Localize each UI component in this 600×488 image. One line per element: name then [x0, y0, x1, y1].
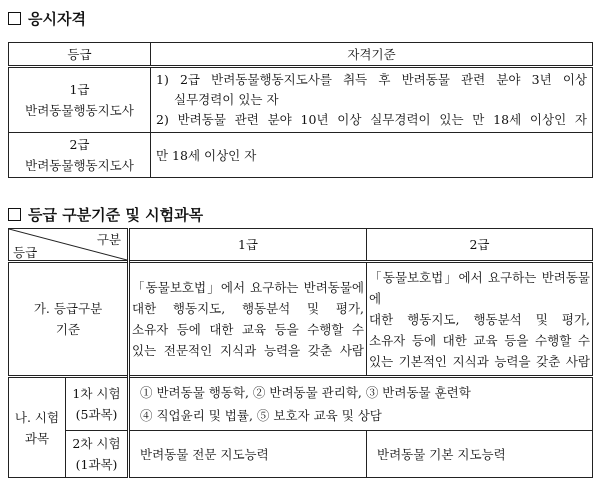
checkbox-square-icon: [8, 12, 21, 25]
grade1-criteria-line3: 2) 반려동물 관련 분야 10년 이상 실무경력이 있는 만 18세 이상인 자: [156, 112, 587, 127]
corner-label-category: 구분: [96, 232, 121, 247]
exam1-label-cell: [66, 377, 129, 431]
section2-title: 등급 구분기준 및 시험과목: [28, 206, 204, 224]
exam1-subjects-line1: ① 반려동물 행동학, ② 반려동물 관리학, ③ 반려동물 훈련학: [140, 385, 471, 400]
col-header-grade2: 2급: [367, 229, 593, 262]
row-ga-label-cell: [9, 262, 129, 377]
grade1-criteria-line1: 1) 2급 반려동물행동지도사를 취득 후 반려동물 관련 분야 3년 이상: [156, 72, 587, 87]
grade1-criteria-line2: 실무경력이 있는 자: [174, 92, 279, 107]
corner-label-grade: 등급: [13, 245, 38, 260]
row-na-label-line2: 과목: [24, 430, 50, 446]
exam1-label-line1: 1차 시험: [72, 386, 121, 401]
grade1-criteria-cell: [151, 67, 593, 133]
grade2-name: 반려동물행동지도사: [25, 158, 134, 173]
grade2-criteria-cell: [151, 133, 593, 178]
ga-grade1-line4: 있는 전문적인 지식과 능력을 갖춘 사람: [132, 343, 364, 358]
ga-grade2-line3: 소유자 등에 대한 교육 등을 수행할 수: [369, 332, 590, 348]
section1-title: 응시자격: [28, 10, 86, 28]
ga-grade2-line4: 있는 기본적인 지식과 능력을 갖춘 사람: [369, 353, 590, 369]
grade-criteria-table: [8, 228, 593, 478]
row-ga-criteria: [9, 262, 593, 377]
ga-grade2-cell: [367, 262, 593, 377]
grade2-number: 2급: [69, 137, 90, 152]
qualification-header-row: [9, 43, 593, 67]
exam1-label-line2: (5과목): [75, 407, 118, 422]
ga-grade1-line3: 소유자 등에 대한 교육 등을 수행할 수: [132, 322, 364, 337]
exam2-label-line1: 2차 시험: [72, 436, 121, 451]
qualification-row-grade1: [9, 67, 593, 133]
col-header-grade1: 1급: [129, 229, 367, 262]
exam2-grade2-text: 반려동물 기본 지도능력: [377, 446, 506, 462]
row-ga-label-line2: 기준: [55, 322, 81, 337]
qualification-table: [8, 42, 593, 178]
exam1-subjects-cell: [129, 377, 593, 431]
grade1-number: 1급: [69, 82, 90, 97]
grade1-name: 반려동물행동지도사: [25, 103, 134, 118]
exam2-label-cell: [66, 431, 129, 478]
corner-header-cell: [9, 229, 129, 262]
row-na-exam2: [9, 431, 593, 478]
section1-heading: [8, 8, 86, 29]
exam2-grade2-cell: [367, 431, 593, 478]
ga-grade1-cell: [129, 262, 367, 377]
grade2-criteria-text: 만 18세 이상인 자: [156, 147, 257, 163]
header-criteria: 자격기준: [151, 43, 593, 67]
row-na-exam1: [9, 377, 593, 431]
exam2-grade1-cell: [129, 431, 367, 478]
ga-grade1-line2: 대한 행동지도, 행동분석 및 평가,: [132, 301, 364, 316]
section2-heading: [8, 204, 203, 225]
row-na-label-cell: [9, 377, 66, 478]
row-na-label-line1: 나. 시험: [14, 409, 60, 425]
ga-grade2-line2: 대한 행동지도, 행동분석 및 평가,: [369, 311, 590, 327]
grade2-cell: [9, 133, 151, 178]
grade1-cell: [9, 67, 151, 133]
header-grade: 등급: [9, 43, 151, 67]
grade-criteria-header-row: [9, 229, 593, 262]
exam2-label-line2: (1과목): [75, 457, 118, 472]
qualification-row-grade2: [9, 133, 593, 178]
exam1-subjects-line2: ④ 직업윤리 및 법률, ⑤ 보호자 교육 및 상담: [140, 408, 382, 423]
ga-grade1-line1: 「동물보호법」에서 요구하는 반려동물에: [132, 280, 364, 295]
row-ga-label-line1: 가. 등급구분: [33, 301, 103, 316]
exam2-grade1-text: 반려동물 전문 지도능력: [140, 446, 269, 462]
checkbox-square-icon: [8, 208, 21, 221]
ga-grade2-line1: 「동물보호법」에서 요구하는 반려동물에: [369, 269, 590, 306]
